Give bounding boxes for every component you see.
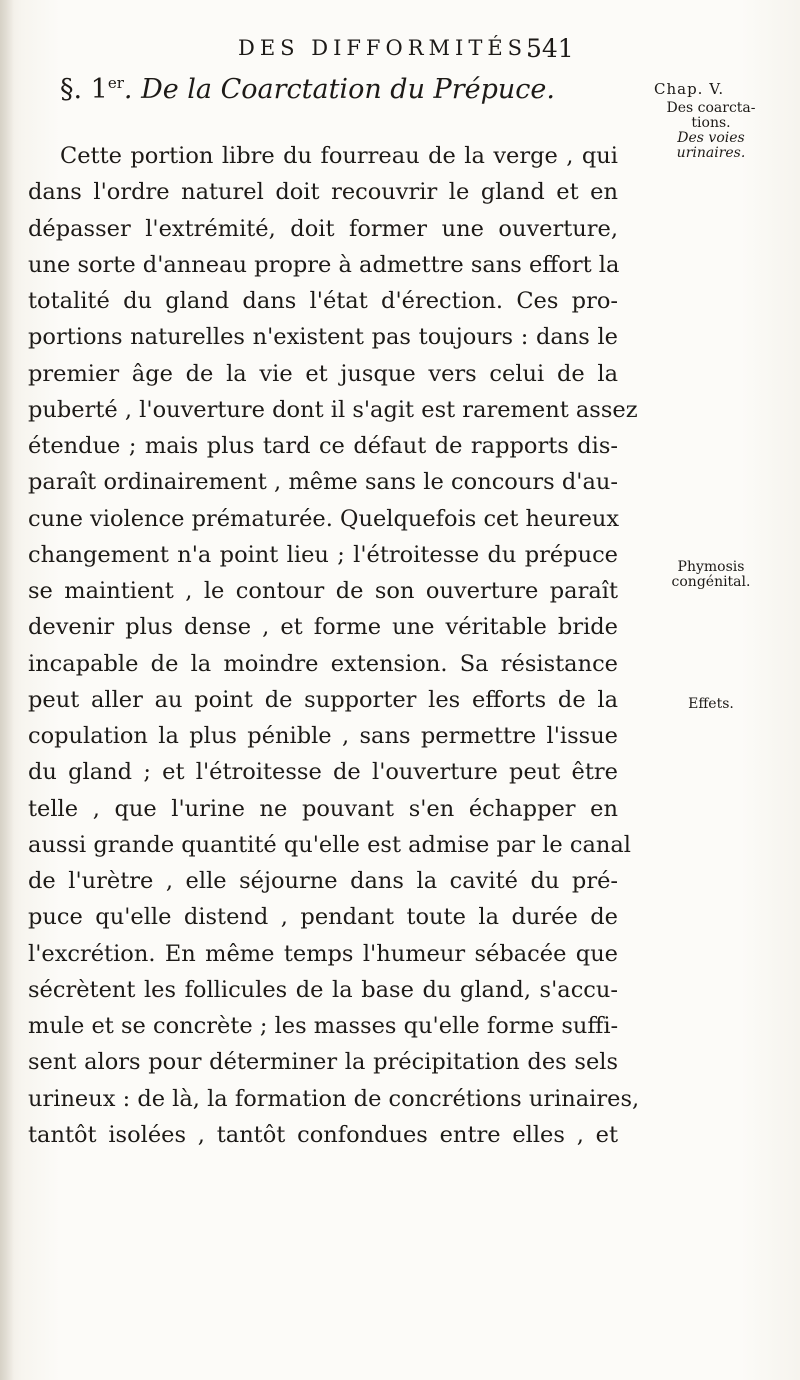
- margin-note-title-line2: tions.: [691, 115, 731, 131]
- text-line: se maintient , le contour de son ouverture paraît: [28, 578, 618, 604]
- margin-note-title-line1: Des coarcta-: [666, 100, 756, 116]
- text-line: aussi grande quantité qu'elle est admise par le canal: [28, 831, 632, 858]
- text-line: mule et se concrète ; les masses qu'elle forme suffi-: [28, 1013, 619, 1039]
- running-head-title: DES DIFFORMITÉS.: [238, 36, 538, 60]
- text-line: paraît ordinairement , même sans le concours d'au-: [28, 469, 618, 496]
- text-line: du gland ; et l'étroitesse de l'ouverture peut être: [28, 759, 618, 786]
- binding-shadow: [0, 0, 14, 1380]
- text-line: portions naturelles n'existent pas toujours : dans le: [28, 324, 618, 351]
- section-heading: [60, 74, 555, 105]
- text-line: urineux : de là, la formation de concrétions urinaires,: [28, 1085, 640, 1112]
- text-line: cune violence prématurée. Quelquefois cet heureux: [28, 505, 620, 532]
- text-line: telle , que l'urine ne pouvant s'en échapper en: [28, 795, 618, 822]
- text-line: tantôt isolées , tantôt confondues entre elles , et: [28, 1121, 618, 1148]
- text-line: puce qu'elle distend , pendant toute la durée de: [28, 904, 618, 931]
- section-title: . De la Coarctation du Prépuce.: [123, 74, 555, 105]
- section-number: §. 1: [60, 74, 108, 105]
- text-line: de l'urètre , elle séjourne dans la cavité du pré-: [28, 868, 618, 894]
- text-line: changement n'a point lieu ; l'étroitesse du prépuce: [28, 541, 618, 568]
- margin-note-title: [636, 101, 786, 161]
- text-line: Cette portion libre du fourreau de la verge , qui: [60, 143, 618, 169]
- text-line: sent alors pour déterminer la précipitation des sels: [28, 1049, 618, 1076]
- text-line: l'excrétion. En même temps l'humeur sébacée que: [28, 940, 618, 967]
- text-line: peut aller au point de supporter les efforts de la: [28, 686, 618, 713]
- paragraph: [28, 138, 640, 1153]
- running-head: [0, 36, 800, 66]
- text-line: sécrètent les follicules de la base du gland, s'accu-: [28, 976, 618, 1003]
- text-line: incapable de la moindre extension. Sa résistance: [28, 650, 618, 677]
- text-line: une sorte d'anneau propre à admettre sans effort la: [28, 251, 620, 278]
- text-line: totalité du gland dans l'état d'érection. Ces pro-: [28, 288, 618, 314]
- text-line: dépasser l'extrémité, doit former une ouverture,: [28, 215, 618, 242]
- margin-note-title-line3: Des voies: [677, 130, 745, 146]
- text-line: puberté , l'ouverture dont il s'agit est rarement assez: [28, 396, 638, 423]
- margin-note-title-line4: urinaires.: [676, 145, 746, 161]
- text-line: copulation la plus pénible , sans permettre l'issue: [28, 723, 618, 749]
- page-number: 541: [526, 34, 574, 63]
- chapter-mark: Chap. V.: [654, 80, 725, 98]
- margin-note-phymosis-line2: congénital.: [671, 574, 751, 590]
- section-number-superscript: er: [107, 74, 124, 92]
- text-line: dans l'ordre naturel doit recouvrir le gland et en: [28, 179, 618, 206]
- text-line: étendue ; mais plus tard ce défaut de rapports dis-: [28, 433, 618, 459]
- margin-note-phymosis-line1: Phymosis: [677, 559, 745, 575]
- margin-note-phymosis: [636, 560, 786, 590]
- text-line: premier âge de la vie et jusque vers celui de la: [28, 360, 618, 387]
- margin-note-effets: Effets.: [688, 696, 734, 712]
- text-line: devenir plus dense , et forme une véritable bride: [28, 614, 618, 641]
